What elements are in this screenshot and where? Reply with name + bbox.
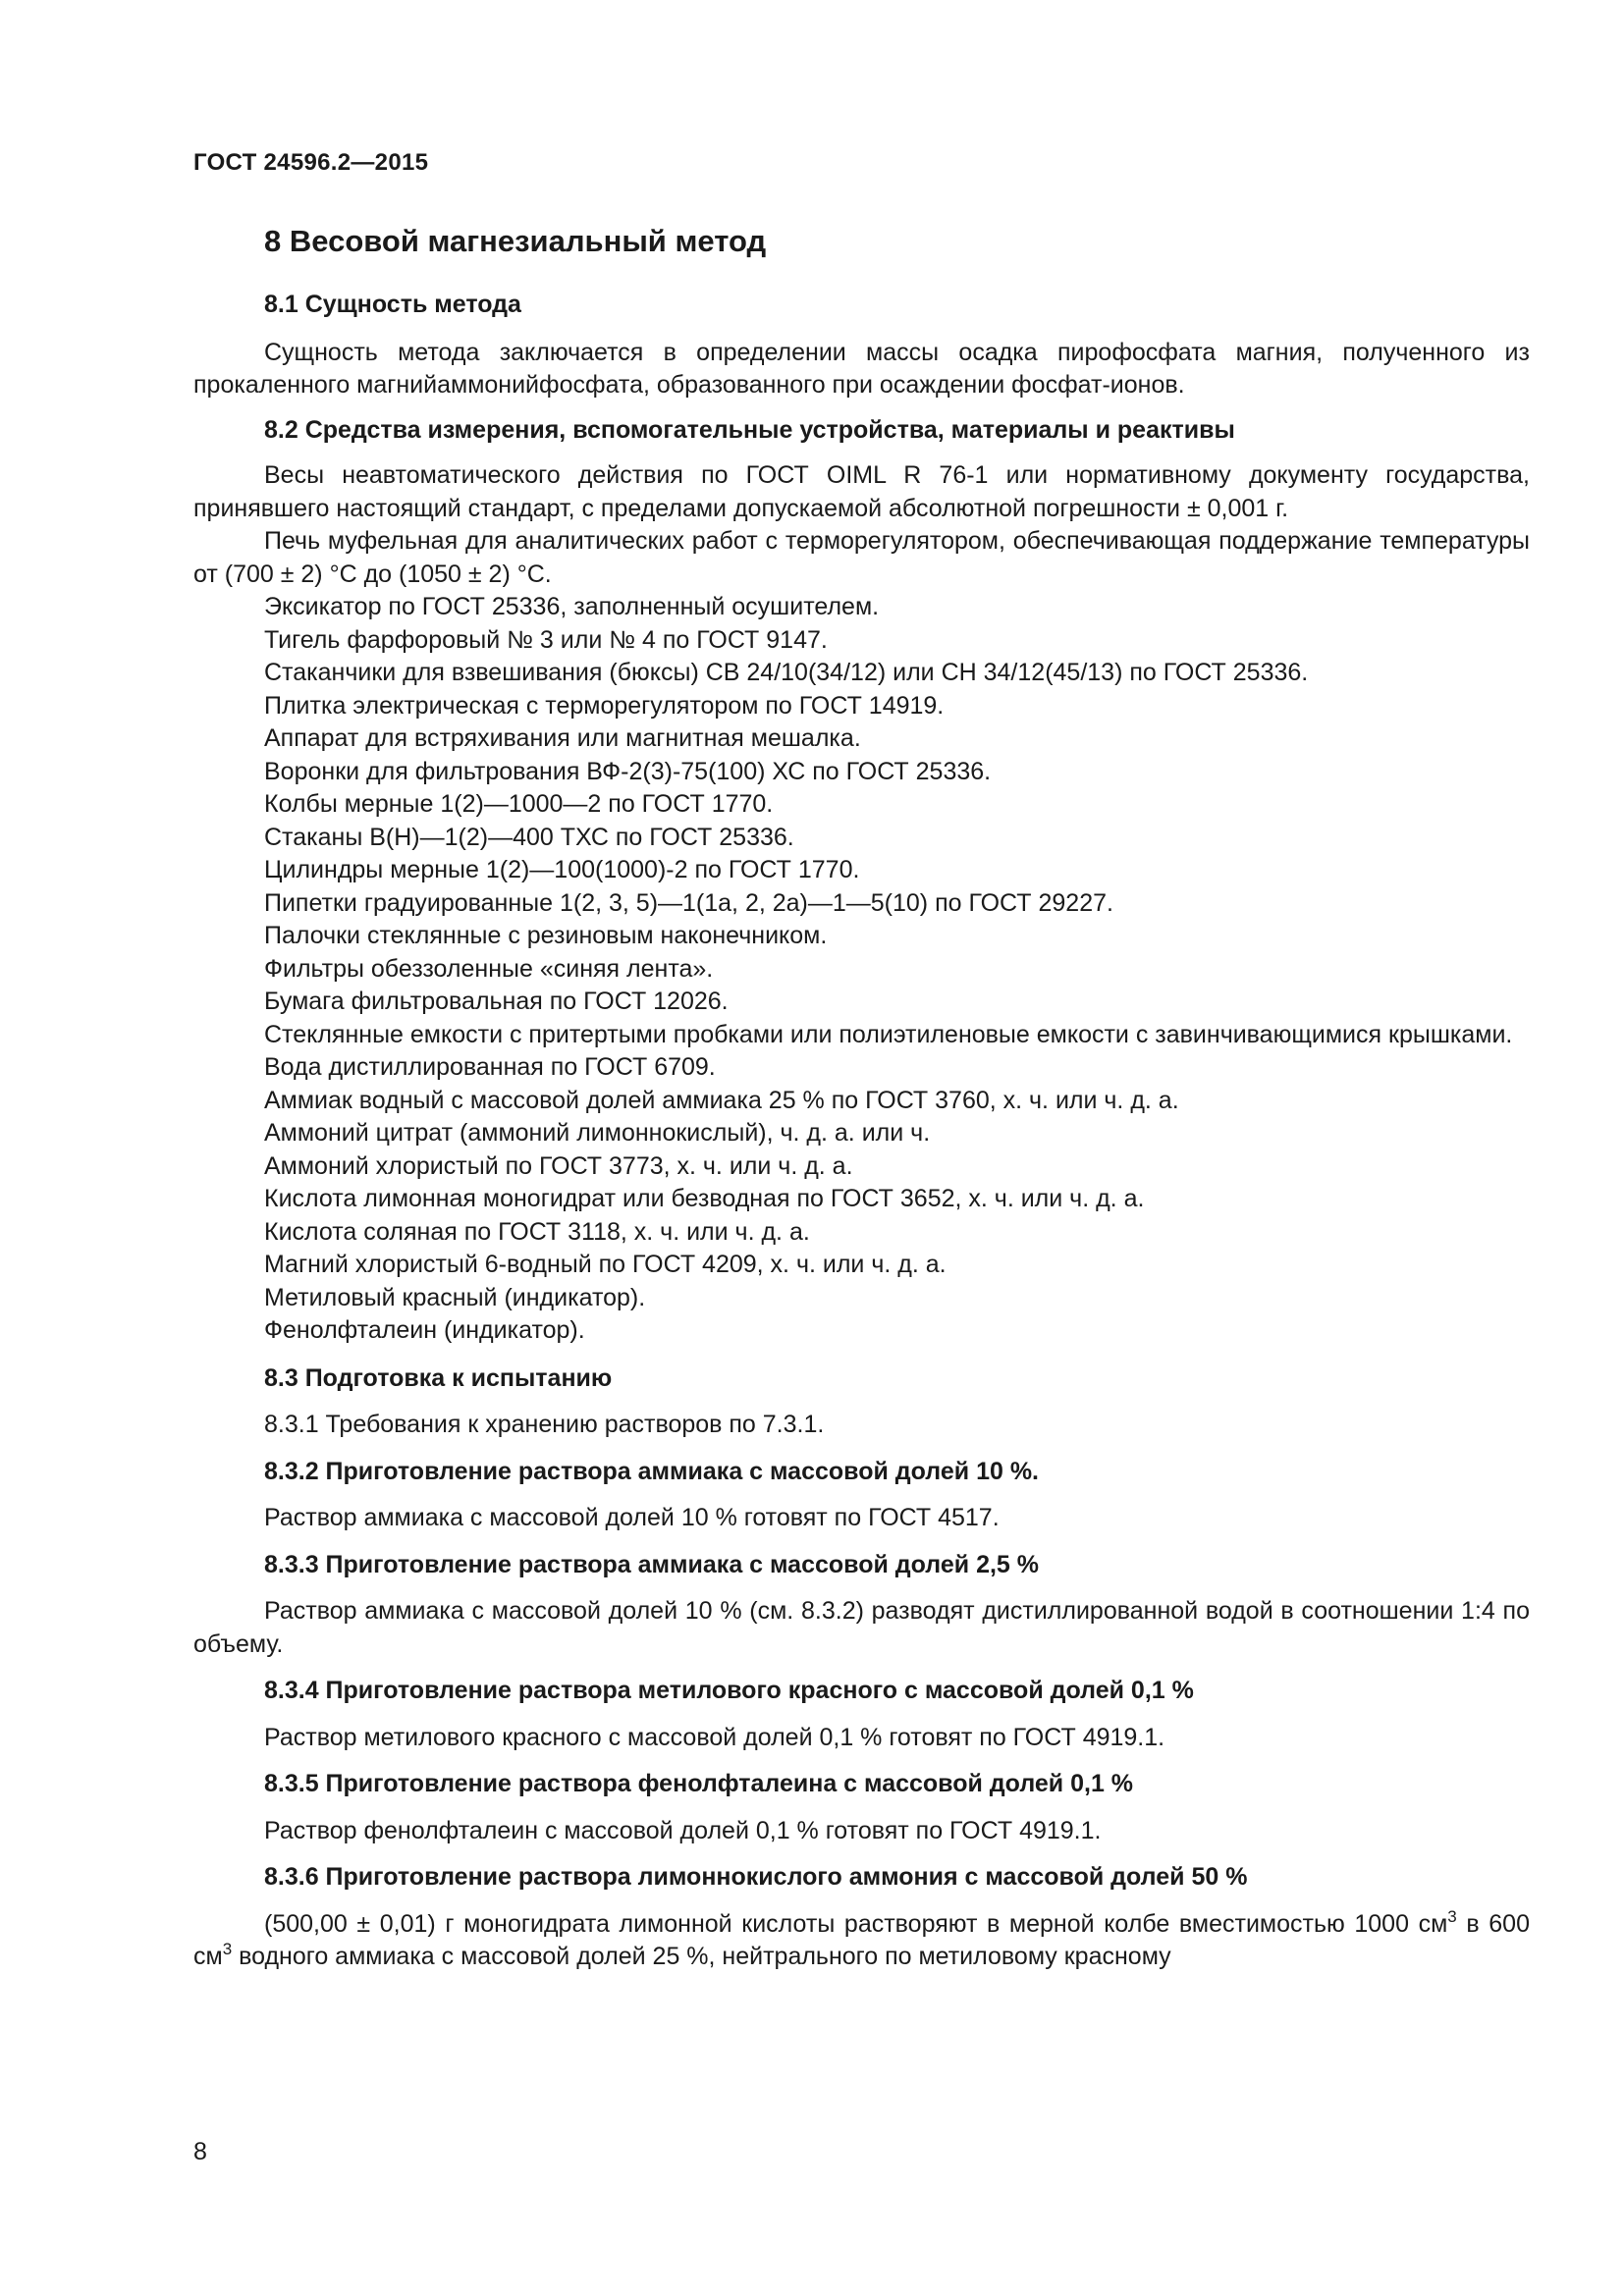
list-item: Магний хлористый 6-водный по ГОСТ 4209, х. ч. или ч. д. а. — [264, 1251, 947, 1278]
list-item: Метиловый красный (индикатор). — [264, 1283, 646, 1311]
list-item: Пипетки градуированные 1(2, 3, 5)—1(1а, 2, 2а)—1—5(10) по ГОСТ 29227. — [264, 888, 1113, 917]
section-title: 8 Весовой магнезиальный метод — [264, 224, 767, 258]
list-item: Кислота лимонная моногидрат или безводная по ГОСТ 3652, х. ч. или ч. д. а. — [264, 1185, 1145, 1212]
reagent-list — [193, 1051, 1530, 1348]
list-item: Бумага фильтровальная по ГОСТ 12026. — [264, 988, 729, 1015]
subsection-heading-8-3-4: 8.3.4 Приготовление раствора метилового красного с массовой долей 0,1 % — [264, 1677, 1194, 1704]
document-body — [193, 222, 1530, 1974]
list-item: Стаканчики для взвешивания (бюксы) СВ 24/10(34/12) или СН 34/12(45/13) по ГОСТ 25336. — [264, 659, 1309, 686]
list-item: Аммоний цитрат (аммоний лимоннокислый), ч. д. а. или ч. — [264, 1119, 931, 1147]
list-item: Кислота соляная по ГОСТ 3118, х. ч. или ч. д. а. — [264, 1217, 810, 1246]
list-item: Цилиндры мерные 1(2)—100(1000)-2 по ГОСТ 1770. — [264, 856, 860, 883]
subsection-heading-8-3-3: 8.3.3 Приготовление раствора аммиака с массовой долей 2,5 % — [264, 1550, 1040, 1578]
list-item: Плитка электрическая с терморегулятором по ГОСТ 14919. — [264, 691, 945, 720]
paragraph-8-3-2: Раствор аммиака с массовой долей 10 % готовят по ГОСТ 4517. — [264, 1504, 1000, 1531]
list-item: Палочки стеклянные с резиновым наконечником. — [264, 922, 828, 949]
list-item: Фенолфталеин (индикатор). — [264, 1316, 585, 1344]
subsection-heading-8-3-5: 8.3.5 Приготовление раствора фенолфталеина с массовой долей 0,1 % — [264, 1770, 1134, 1797]
superscript-cubic: 3 — [222, 1940, 233, 1958]
list-item: Воронки для фильтрования ВФ-2(3)-75(100) ХС по ГОСТ 25336. — [264, 757, 992, 785]
paragraph-8-3-5: Раствор фенолфталеин с массовой долей 0,1 % готовят по ГОСТ 4919.1. — [264, 1816, 1102, 1844]
paragraph-8-3-1: 8.3.1 Требования к хранению растворов по 7.3.1. — [264, 1411, 825, 1438]
paragraph-8-3-6-part-a: (500,00 ± 0,01) г моногидрата лимонной кислоты растворяют в мерной колбе вместимостью 1000 см — [264, 1909, 1448, 1938]
subsection-heading-8-3-2: 8.3.2 Приготовление раствора аммиака с массовой долей 10 %. — [264, 1457, 1040, 1485]
subsection-heading-8-1: 8.1 Сущность метода — [264, 291, 521, 318]
paragraph-8-3-3: Раствор аммиака с массовой долей 10 % (см. 8.3.2) разводят дистиллированной водой в соотношении 1:4 по объему. — [193, 1597, 1530, 1658]
page-number: 8 — [193, 2138, 207, 2165]
paragraph-containers: Стеклянные емкости с притертыми пробками или полиэтиленовые емкости с завинчивающимися крышками. — [264, 1020, 1513, 1048]
document-id-header: ГОСТ 24596.2—2015 — [193, 149, 429, 176]
paragraph-8-1: Сущность метода заключается в определении массы осадка пирофосфата магния, полученного из прокаленного магнийаммонийфосфата, образованного при осаждении фосфат-ионов. — [193, 338, 1530, 399]
paragraph-8-3-6-part-c: водного аммиака с массовой долей 25 %, нейтрального по метиловому красному — [232, 1943, 1171, 1970]
list-item: Аммоний хлористый по ГОСТ 3773, х. ч. или ч. д. а. — [264, 1151, 853, 1180]
paragraph-scales: Весы неавтоматического действия по ГОСТ OIML R 76-1 или нормативному документу государства, принявшего настоящий стандарт, с пределами допускаемой абсолютной погрешности ± 0,001 г. — [193, 461, 1530, 522]
list-item: Аппарат для встряхивания или магнитная мешалка. — [264, 724, 861, 752]
subsection-heading-8-2: 8.2 Средства измерения, вспомогательные устройства, материалы и реактивы — [264, 415, 1235, 444]
paragraph-8-3-6 — [193, 1908, 1530, 1974]
superscript-cubic: 3 — [1447, 1906, 1457, 1926]
list-item: Эксикатор по ГОСТ 25336, заполненный осушителем. — [264, 593, 880, 620]
paragraph-furnace: Печь муфельная для аналитических работ с терморегулятором, обеспечивающая поддержание температуры от (700 ± 2) °С до (1050 ± 2) °С. — [193, 527, 1530, 588]
list-item: Тигель фарфоровый № 3 или № 4 по ГОСТ 9147. — [264, 625, 828, 654]
paragraph-8-3-6-part-b: в 600 см — [193, 1909, 1530, 1970]
list-item: Стаканы В(Н)—1(2)—400 ТХС по ГОСТ 25336. — [264, 823, 794, 851]
equipment-list — [193, 591, 1530, 1019]
paragraph-8-3-4: Раствор метилового красного с массовой долей 0,1 % готовят по ГОСТ 4919.1. — [264, 1723, 1165, 1751]
subsection-heading-8-3: 8.3 Подготовка к испытанию — [264, 1363, 613, 1392]
list-item: Аммиак водный с массовой долей аммиака 25 % по ГОСТ 3760, х. ч. или ч. д. а. — [264, 1086, 1179, 1114]
list-item: Фильтры обеззоленные «синяя лента». — [264, 954, 714, 983]
list-item: Вода дистиллированная по ГОСТ 6709. — [264, 1053, 716, 1081]
list-item: Колбы мерные 1(2)—1000—2 по ГОСТ 1770. — [264, 790, 774, 818]
subsection-heading-8-3-6: 8.3.6 Приготовление раствора лимоннокислого аммония с массовой долей 50 % — [264, 1863, 1248, 1891]
